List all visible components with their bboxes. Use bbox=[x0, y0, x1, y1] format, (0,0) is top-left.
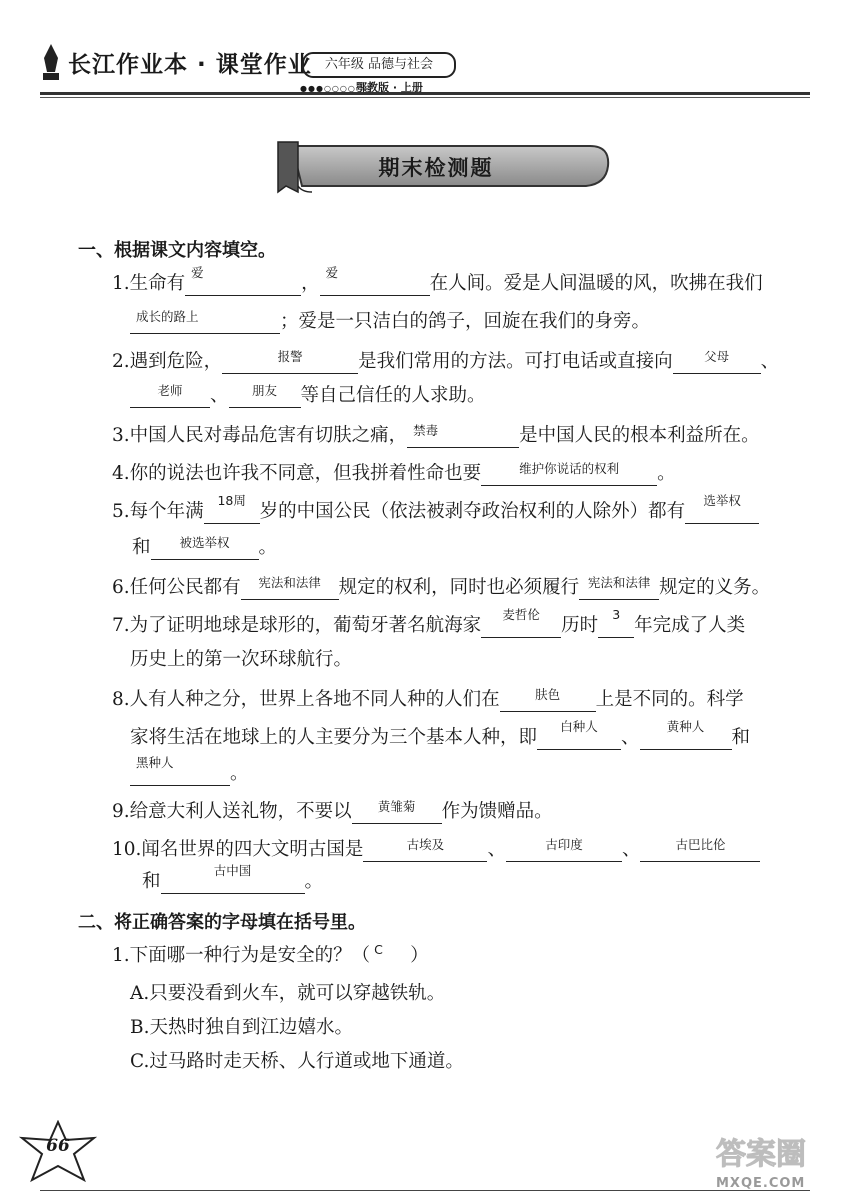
question-5-line-2: 和 被选举权 。 bbox=[132, 535, 278, 558]
answer-blank[interactable]: 古中国 bbox=[161, 871, 305, 894]
question-8-line-2: 家将生活在地球上的人主要分为三个基本人种，即 白种人 、 黄种人 和 bbox=[130, 719, 751, 748]
answer-blank[interactable]: 麦哲伦 bbox=[481, 615, 561, 638]
question-2-line-1: 2.遇到危险， 报警 是我们常用的方法。可打电话或直接向 父母 、 bbox=[112, 349, 780, 372]
answer-blank[interactable]: 3 bbox=[598, 615, 634, 638]
answer-blank[interactable]: 爱 bbox=[185, 273, 301, 296]
question-8-line-1: 8.人有人种之分，世界上各地不同人种的人们在 肤色 上是不同的。科学 bbox=[112, 687, 744, 710]
answer-blank[interactable]: 宪法和法律 bbox=[579, 577, 659, 600]
mc-option-c: C.过马路时走天桥、人行道或地下通道。 bbox=[130, 1051, 464, 1072]
header-dots: ●●●○○○○○○ bbox=[300, 84, 372, 93]
answer-blank[interactable]: 父母 bbox=[673, 351, 761, 374]
header-rule-thin bbox=[40, 97, 810, 98]
question-1-line-2: 成长的路上 ；爱是一只洁白的鸽子，回旋在我们的身旁。 bbox=[130, 310, 650, 334]
answer-blank[interactable]: 爱 bbox=[320, 273, 430, 296]
question-7-line-1: 7.为了证明地球是球形的，葡萄牙著名航海家 麦哲伦 历时 3 年完成了人类 bbox=[112, 607, 746, 636]
section-two-heading: 二、将正确答案的字母填在括号里。 bbox=[78, 912, 366, 933]
question-8-line-3: 黑种人 。 bbox=[130, 762, 249, 786]
grade-subject-badge: 六年级 品德与社会 bbox=[302, 52, 456, 78]
answer-blank[interactable]: 18周 bbox=[204, 501, 260, 524]
answer-blank[interactable]: 被选举权 bbox=[151, 537, 259, 560]
page-number: 66 bbox=[46, 1136, 70, 1156]
mc-question-1: 1.下面哪一种行为是安全的？（ C ） bbox=[112, 942, 429, 966]
answer-bracket[interactable]: C bbox=[374, 942, 383, 957]
answer-blank[interactable]: 肤色 bbox=[500, 689, 596, 712]
watermark-text: 答案圈 bbox=[716, 1137, 806, 1172]
watermark-url: MXQE.COM bbox=[716, 1176, 806, 1191]
answer-blank[interactable]: 白种人 bbox=[537, 727, 621, 750]
question-6: 6.任何公民都有 宪法和法律 规定的权利，同时也必须履行 宪法和法律 规定的义务。 bbox=[112, 575, 771, 598]
question-4: 4.你的说法也许我不同意，但我拼着性命也要 维护你说话的权利 。 bbox=[112, 461, 676, 484]
answer-blank[interactable]: 朋友 bbox=[229, 385, 301, 408]
pen-nib-logo-icon bbox=[40, 42, 62, 82]
banner-title: 期末检测题 bbox=[378, 156, 494, 180]
section-one-heading: 一、根据课文内容填空。 bbox=[78, 240, 276, 261]
question-5-line-1: 5.每个年满 18周 岁的中国公民（依法被剥夺政治权利的人除外）都有 选举权 bbox=[112, 500, 759, 524]
mc-option-b: B.天热时独自到江边嬉水。 bbox=[130, 1017, 353, 1038]
answer-blank[interactable]: 古巴比伦 bbox=[640, 839, 760, 862]
answer-blank[interactable]: 古埃及 bbox=[363, 839, 487, 862]
question-10-line-1: 10.闻名世界的四大文明古国是 古埃及 、 古印度 、 古巴比伦 bbox=[112, 838, 760, 862]
answer-blank[interactable]: 禁毒 bbox=[407, 425, 519, 448]
question-7-line-2: 历史上的第一次环球航行。 bbox=[130, 649, 353, 670]
answer-blank[interactable]: 老师 bbox=[130, 385, 210, 408]
answer-blank[interactable]: 成长的路上 bbox=[130, 311, 280, 334]
answer-blank[interactable]: 黑种人 bbox=[130, 763, 230, 786]
mc-option-a: A.只要没看到火车，就可以穿越铁轨。 bbox=[130, 983, 446, 1004]
watermark-logo bbox=[712, 1132, 832, 1172]
answer-blank[interactable]: 黄种人 bbox=[640, 727, 732, 750]
question-2-line-2: 老师 、 朋友 等自己信任的人求助。 bbox=[130, 384, 486, 408]
question-3: 3.中国人民对毒品危害有切肤之痛， 禁毒 是中国人民的根本利益所在。 bbox=[112, 423, 760, 446]
answer-blank[interactable]: 报警 bbox=[222, 351, 358, 374]
answer-blank[interactable]: 维护你说话的权利 bbox=[481, 463, 657, 486]
header-rule bbox=[40, 92, 810, 95]
answer-blank[interactable]: 选举权 bbox=[685, 501, 759, 524]
answer-blank[interactable]: 古印度 bbox=[506, 839, 622, 862]
question-9: 9.给意大利人送礼物，不要以 黄雏菊 作为馈赠品。 bbox=[112, 799, 553, 822]
question-1-line-1: 1.生命有 爱 ， 爱 在人间。爱是人间温暖的风，吹拂在我们 bbox=[112, 265, 763, 294]
answer-blank[interactable]: 宪法和法律 bbox=[241, 577, 339, 600]
edition-label: 鄂教版 · 上册 bbox=[356, 81, 423, 94]
footer-rule bbox=[40, 1190, 810, 1191]
question-10-line-2: 和 古中国 。 bbox=[142, 863, 324, 892]
series-title: 长江作业本 · 课堂作业 bbox=[68, 52, 312, 78]
answer-blank[interactable]: 黄雏菊 bbox=[352, 801, 442, 824]
